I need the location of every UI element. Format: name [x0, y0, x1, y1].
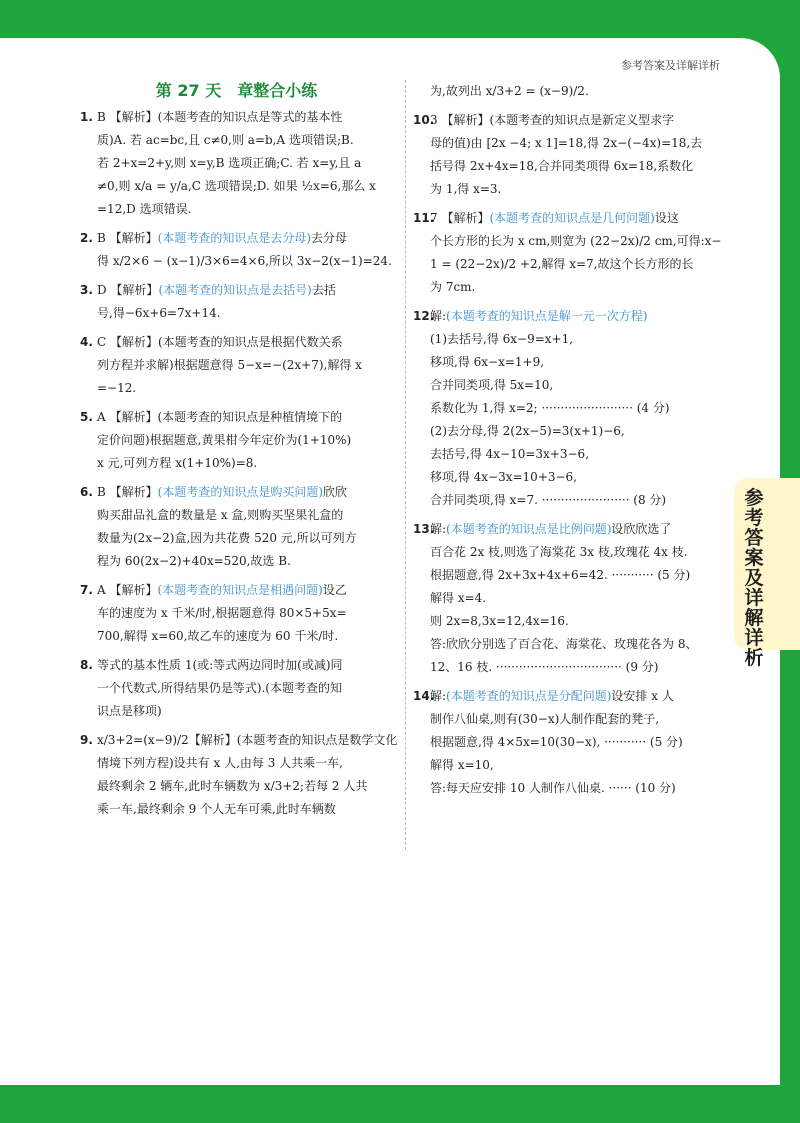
- question-line: 购买甜品礼盒的数量是 x 盒,则购买坚果礼盒的: [97, 508, 344, 522]
- question-number: 1.: [80, 110, 93, 124]
- question-number: 14.: [413, 689, 435, 703]
- question-item: [413, 80, 724, 103]
- question-line: 答:欣欣分别选了百合花、海棠花、玫瑰花各为 8、: [430, 637, 698, 651]
- question-number: 7.: [80, 583, 93, 597]
- question-item: [80, 654, 393, 723]
- question-line: 根据题意,得 2x+3x+4x+6=42. ··········· (5 分): [430, 568, 691, 582]
- right-question-list: [413, 80, 724, 800]
- side-tab-label: 参考答案及详解详析: [744, 487, 764, 669]
- question-line: 一个代数式,所得结果仍是等式).(本题考查的知: [97, 681, 342, 695]
- question-line: A 【解析】(本题考查的知识点是种植情境下的: [97, 410, 343, 424]
- question-line: (1)去括号,得 6x−9=x+1,: [430, 332, 574, 346]
- question-line: 情境下列方程)设共有 x 人,由每 3 人共乘一车,: [97, 756, 343, 770]
- question-line: 解:(本题考查的知识点是比例问题)设欣欣选了: [430, 522, 672, 536]
- question-line: 答:每天应安排 10 人制作八仙桌. ······ (10 分): [430, 781, 676, 795]
- question-line: 为,故列出 x/3+2 = (x−9)/2.: [430, 84, 589, 98]
- question-line: 1 = (22−2x)/2 +2,解得 x=7,故这个长方形的长: [430, 257, 694, 271]
- question-line: 合并同类项,得 5x=10,: [430, 378, 554, 392]
- left-column: [80, 80, 398, 821]
- question-line: 车的速度为 x 千米/时,根据题意得 80×5+5x=: [97, 606, 347, 620]
- question-line: 定价问题)根据题意,黄果柑今年定价为(1+10%): [97, 433, 352, 447]
- question-line: 质)A. 若 ac=bc,且 c≠0,则 a=b,A 选项错误;B.: [97, 133, 354, 147]
- question-item: [80, 729, 398, 821]
- section-title: 第 27 天 章整合小练: [155, 81, 318, 100]
- question-line: 为 1,得 x=3.: [430, 182, 502, 196]
- question-item: [413, 518, 724, 679]
- left-question-list: [80, 106, 398, 821]
- question-line: 为 7cm.: [430, 280, 476, 294]
- right-column: [413, 80, 724, 800]
- question-line: 解得 x=4.: [430, 591, 487, 605]
- question-item: [80, 279, 393, 325]
- question-line: 百合花 2x 枝,则选了海棠花 3x 枝,玫瑰花 4x 枝.: [430, 545, 688, 559]
- question-line: C 【解析】(本题考查的知识点是根据代数关系: [97, 335, 343, 349]
- question-line: D 【解析】(本题考查的知识点是去括号)去括: [97, 283, 336, 297]
- question-line: 12、16 枝. ································· (9 分): [430, 660, 659, 674]
- question-line: 解:(本题考查的知识点是解一元一次方程): [430, 309, 648, 323]
- question-line: 3 【解析】(本题考查的知识点是新定义型求字: [430, 113, 675, 127]
- question-item: [80, 331, 393, 400]
- question-line: 数量为(2x−2)盒,因为共花费 520 元,所以可列方: [97, 531, 357, 545]
- question-number: 3.: [80, 283, 93, 297]
- question-line: 根据题意,得 4×5x=10(30−x), ··········· (5 分): [430, 735, 683, 749]
- question-line: 等式的基本性质 1(或:等式两边同时加(或减)同: [97, 658, 343, 672]
- question-line: B 【解析】(本题考查的知识点是去分母)去分母: [97, 231, 348, 245]
- question-line: ≠0,则 x/a = y/a,C 选项错误;D. 如果 ½x=6,那么 x: [97, 179, 376, 193]
- question-line: 母的值)由 [2x −4; x 1]=18,得 2x−(−4x)=18,去: [430, 136, 703, 150]
- question-item: [80, 106, 393, 221]
- question-item: [80, 579, 393, 648]
- question-line: 若 2+x=2+y,则 x=y,B 选项正确;C. 若 x=y,且 a: [97, 156, 362, 170]
- question-line: 去括号,得 4x−10=3x+3−6,: [430, 447, 590, 461]
- question-line: 解:(本题考查的知识点是分配问题)设安排 x 人: [430, 689, 674, 703]
- question-line: 制作八仙桌,则有(30−x)人制作配套的凳子,: [430, 712, 660, 726]
- question-line: =12,D 选项错误.: [97, 202, 192, 216]
- question-line: 乘一车,最终剩余 9 个人无车可乘,此时车辆数: [97, 802, 336, 816]
- question-line: 移项,得 4x−3x=10+3−6,: [430, 470, 578, 484]
- question-item: [80, 406, 393, 475]
- question-line: 移项,得 6x−x=1+9,: [430, 355, 545, 369]
- question-line: 个长方形的长为 x cm,则宽为 (22−2x)/2 cm,可得:x−: [430, 234, 722, 248]
- question-item: [80, 227, 393, 273]
- question-line: x 元,可列方程 x(1+10%)=8.: [97, 456, 258, 470]
- question-line: 括号得 2x+4x=18,合并同类项得 6x=18,系数化: [430, 159, 694, 173]
- question-line: 列方程并求解)根据题意得 5−x=−(2x+7),解得 x: [97, 358, 362, 372]
- question-item: [413, 685, 724, 800]
- question-number: 5.: [80, 410, 93, 424]
- question-line: 7 【解析】(本题考查的知识点是几何问题)设这: [430, 211, 679, 225]
- question-number: 2.: [80, 231, 93, 245]
- question-line: 则 2x=8,3x=12,4x=16.: [430, 614, 569, 628]
- question-line: x/3+2=(x−9)/2【解析】(本题考查的知识点是数学文化: [97, 733, 398, 747]
- question-number: 11.: [413, 211, 435, 225]
- question-line: 得 x/2×6 − (x−1)/3×6=4×6,所以 3x−2(x−1)=24.: [97, 254, 392, 268]
- question-number: 12.: [413, 309, 435, 323]
- question-item: [413, 305, 724, 512]
- question-number: 6.: [80, 485, 93, 499]
- question-line: =−12.: [97, 381, 137, 395]
- question-line: 合并同类项,得 x=7. ······················· (8 分): [430, 493, 667, 507]
- question-line: 号,得−6x+6=7x+14.: [97, 306, 221, 320]
- question-line: (2)去分母,得 2(2x−5)=3(x+1)−6,: [430, 424, 625, 438]
- question-line: A 【解析】(本题考查的知识点是相遇问题)设乙: [97, 583, 347, 597]
- question-line: 程为 60(2x−2)+40x=520,故选 B.: [97, 554, 291, 568]
- question-item: [80, 481, 393, 573]
- question-line: B 【解析】(本题考查的知识点是购买问题)欣欣: [97, 485, 348, 499]
- question-number: 4.: [80, 335, 93, 349]
- question-line: 识点是移项): [97, 704, 162, 718]
- question-item: [413, 207, 724, 299]
- question-number: 9.: [80, 733, 93, 747]
- question-line: 最终剩余 2 辆车,此时车辆数为 x/3+2;若每 2 人共: [97, 779, 368, 793]
- question-line: 700,解得 x=60,故乙车的速度为 60 千米/时.: [97, 629, 339, 643]
- header-title: 参考答案及详解详析: [621, 59, 720, 72]
- question-number: 13.: [413, 522, 435, 536]
- question-item: [413, 109, 724, 201]
- question-line: B 【解析】(本题考查的知识点是等式的基本性: [97, 110, 343, 124]
- question-line: 解得 x=10,: [430, 758, 494, 772]
- column-divider: [405, 80, 406, 850]
- question-line: 系数化为 1,得 x=2; ························ (4 分): [430, 401, 670, 415]
- question-number: 8.: [80, 658, 93, 672]
- question-number: 10.: [413, 113, 435, 127]
